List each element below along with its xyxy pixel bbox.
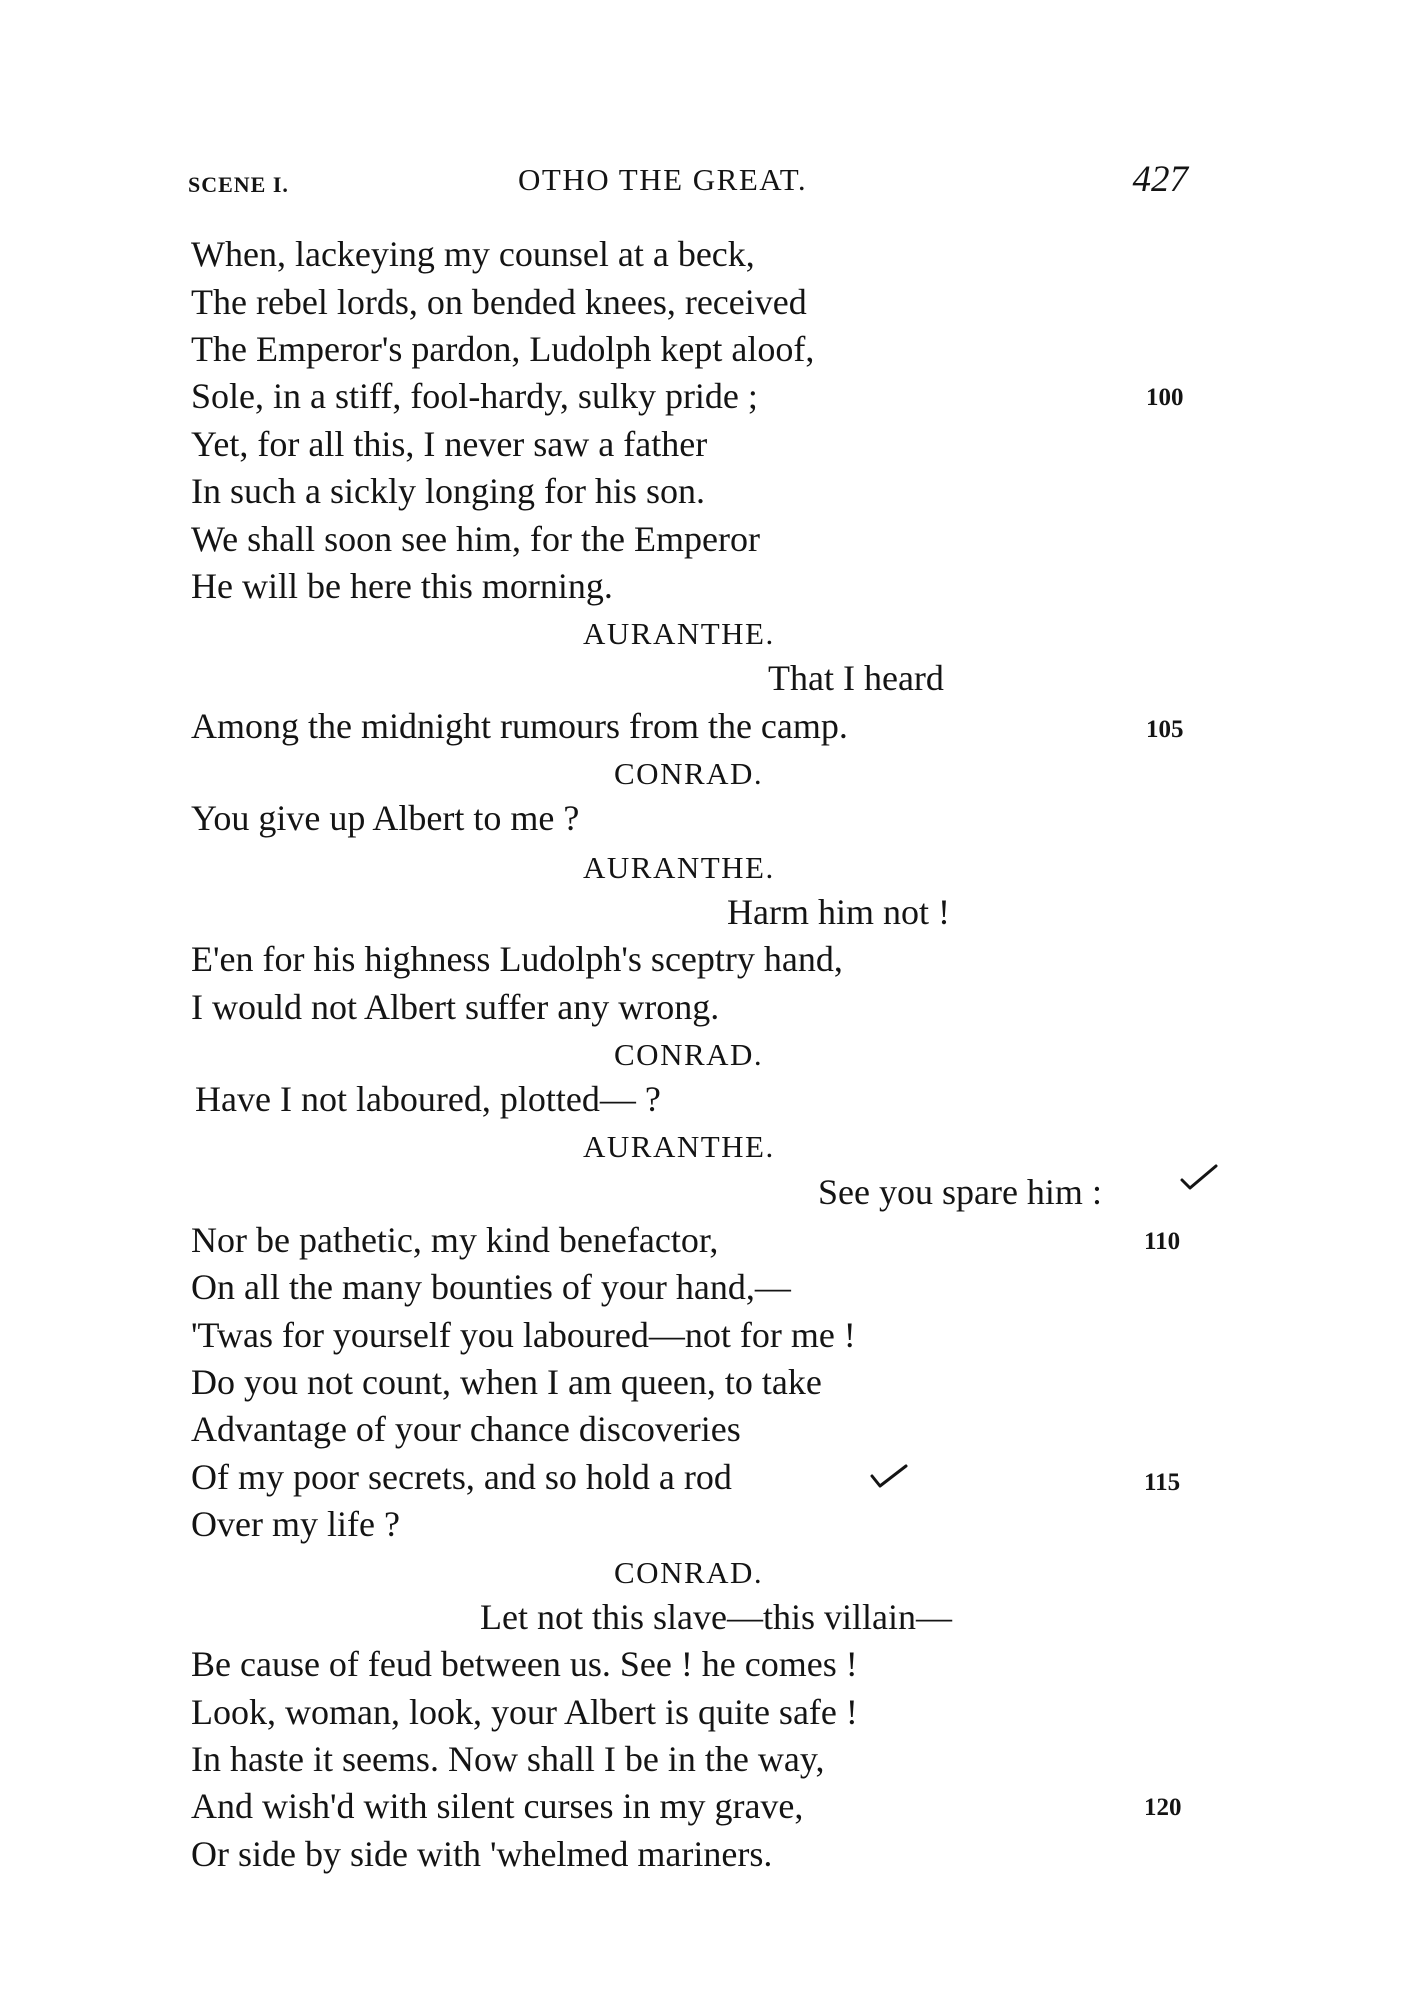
check-mark-icon — [1178, 1160, 1220, 1196]
page-number: 427 — [1132, 159, 1188, 200]
line-number: 100 — [1146, 384, 1184, 411]
verse-line: Nor be pathetic, my kind benefactor, — [191, 1220, 719, 1260]
verse-line: Of my poor secrets, and so hold a rod — [191, 1457, 732, 1497]
verse-line: In such a sickly longing for his son. — [191, 471, 705, 511]
verse-line: He will be here this morning. — [191, 566, 613, 606]
verse-line: Advantage of your chance discoveries — [191, 1409, 741, 1449]
verse-line: E'en for his highness Ludolph's sceptry hand, — [191, 939, 843, 979]
verse-line: Have I not laboured, plotted— ? — [195, 1079, 661, 1119]
verse-line: And wish'd with silent curses in my grave, — [191, 1786, 804, 1826]
verse-line: Harm him not ! — [727, 892, 950, 932]
line-number: 105 — [1146, 716, 1184, 743]
verse-line: That I heard — [768, 658, 944, 698]
speaker-name: CONRAD. — [614, 756, 764, 791]
verse-line: You give up Albert to me ? — [191, 798, 580, 838]
line-number: 115 — [1144, 1469, 1181, 1496]
verse-line: 'Twas for yourself you laboured—not for me ! — [191, 1315, 856, 1355]
line-number: 110 — [1144, 1228, 1181, 1255]
verse-line: We shall soon see him, for the Emperor — [191, 519, 760, 559]
speaker-name: CONRAD. — [614, 1037, 764, 1072]
speaker-name: CONRAD. — [614, 1555, 764, 1590]
verse-line: The Emperor's pardon, Ludolph kept aloof, — [191, 329, 815, 369]
verse-line: When, lackeying my counsel at a beck, — [191, 234, 755, 274]
verse-line: Let not this slave—this villain— — [480, 1597, 952, 1637]
check-mark-icon — [868, 1462, 910, 1492]
running-title: OTHO THE GREAT. — [518, 162, 808, 197]
speaker-name: AURANTHE. — [583, 1129, 775, 1164]
verse-line: In haste it seems. Now shall I be in the way, — [191, 1739, 825, 1779]
verse-line: I would not Albert suffer any wrong. — [191, 987, 720, 1027]
speaker-name: AURANTHE. — [583, 850, 775, 885]
verse-line: Sole, in a stiff, fool-hardy, sulky pride ; — [191, 376, 758, 416]
verse-line: Be cause of feud between us. See ! he comes ! — [191, 1644, 858, 1684]
verse-line: Yet, for all this, I never saw a father — [191, 424, 708, 464]
verse-line: On all the many bounties of your hand,— — [191, 1267, 791, 1307]
verse-line: See you spare him : — [818, 1172, 1102, 1212]
verse-line: Over my life ? — [191, 1504, 400, 1544]
verse-line: Among the midnight rumours from the camp. — [191, 706, 848, 746]
line-number: 120 — [1144, 1794, 1182, 1821]
verse-line: Or side by side with 'whelmed mariners. — [191, 1834, 773, 1874]
verse-line: Look, woman, look, your Albert is quite safe ! — [191, 1692, 858, 1732]
verse-line: The rebel lords, on bended knees, received — [191, 282, 807, 322]
running-header — [188, 158, 1202, 208]
scene-label: SCENE I. — [188, 172, 289, 197]
speaker-name: AURANTHE. — [583, 616, 775, 651]
verse-line: Do you not count, when I am queen, to take — [191, 1362, 822, 1402]
